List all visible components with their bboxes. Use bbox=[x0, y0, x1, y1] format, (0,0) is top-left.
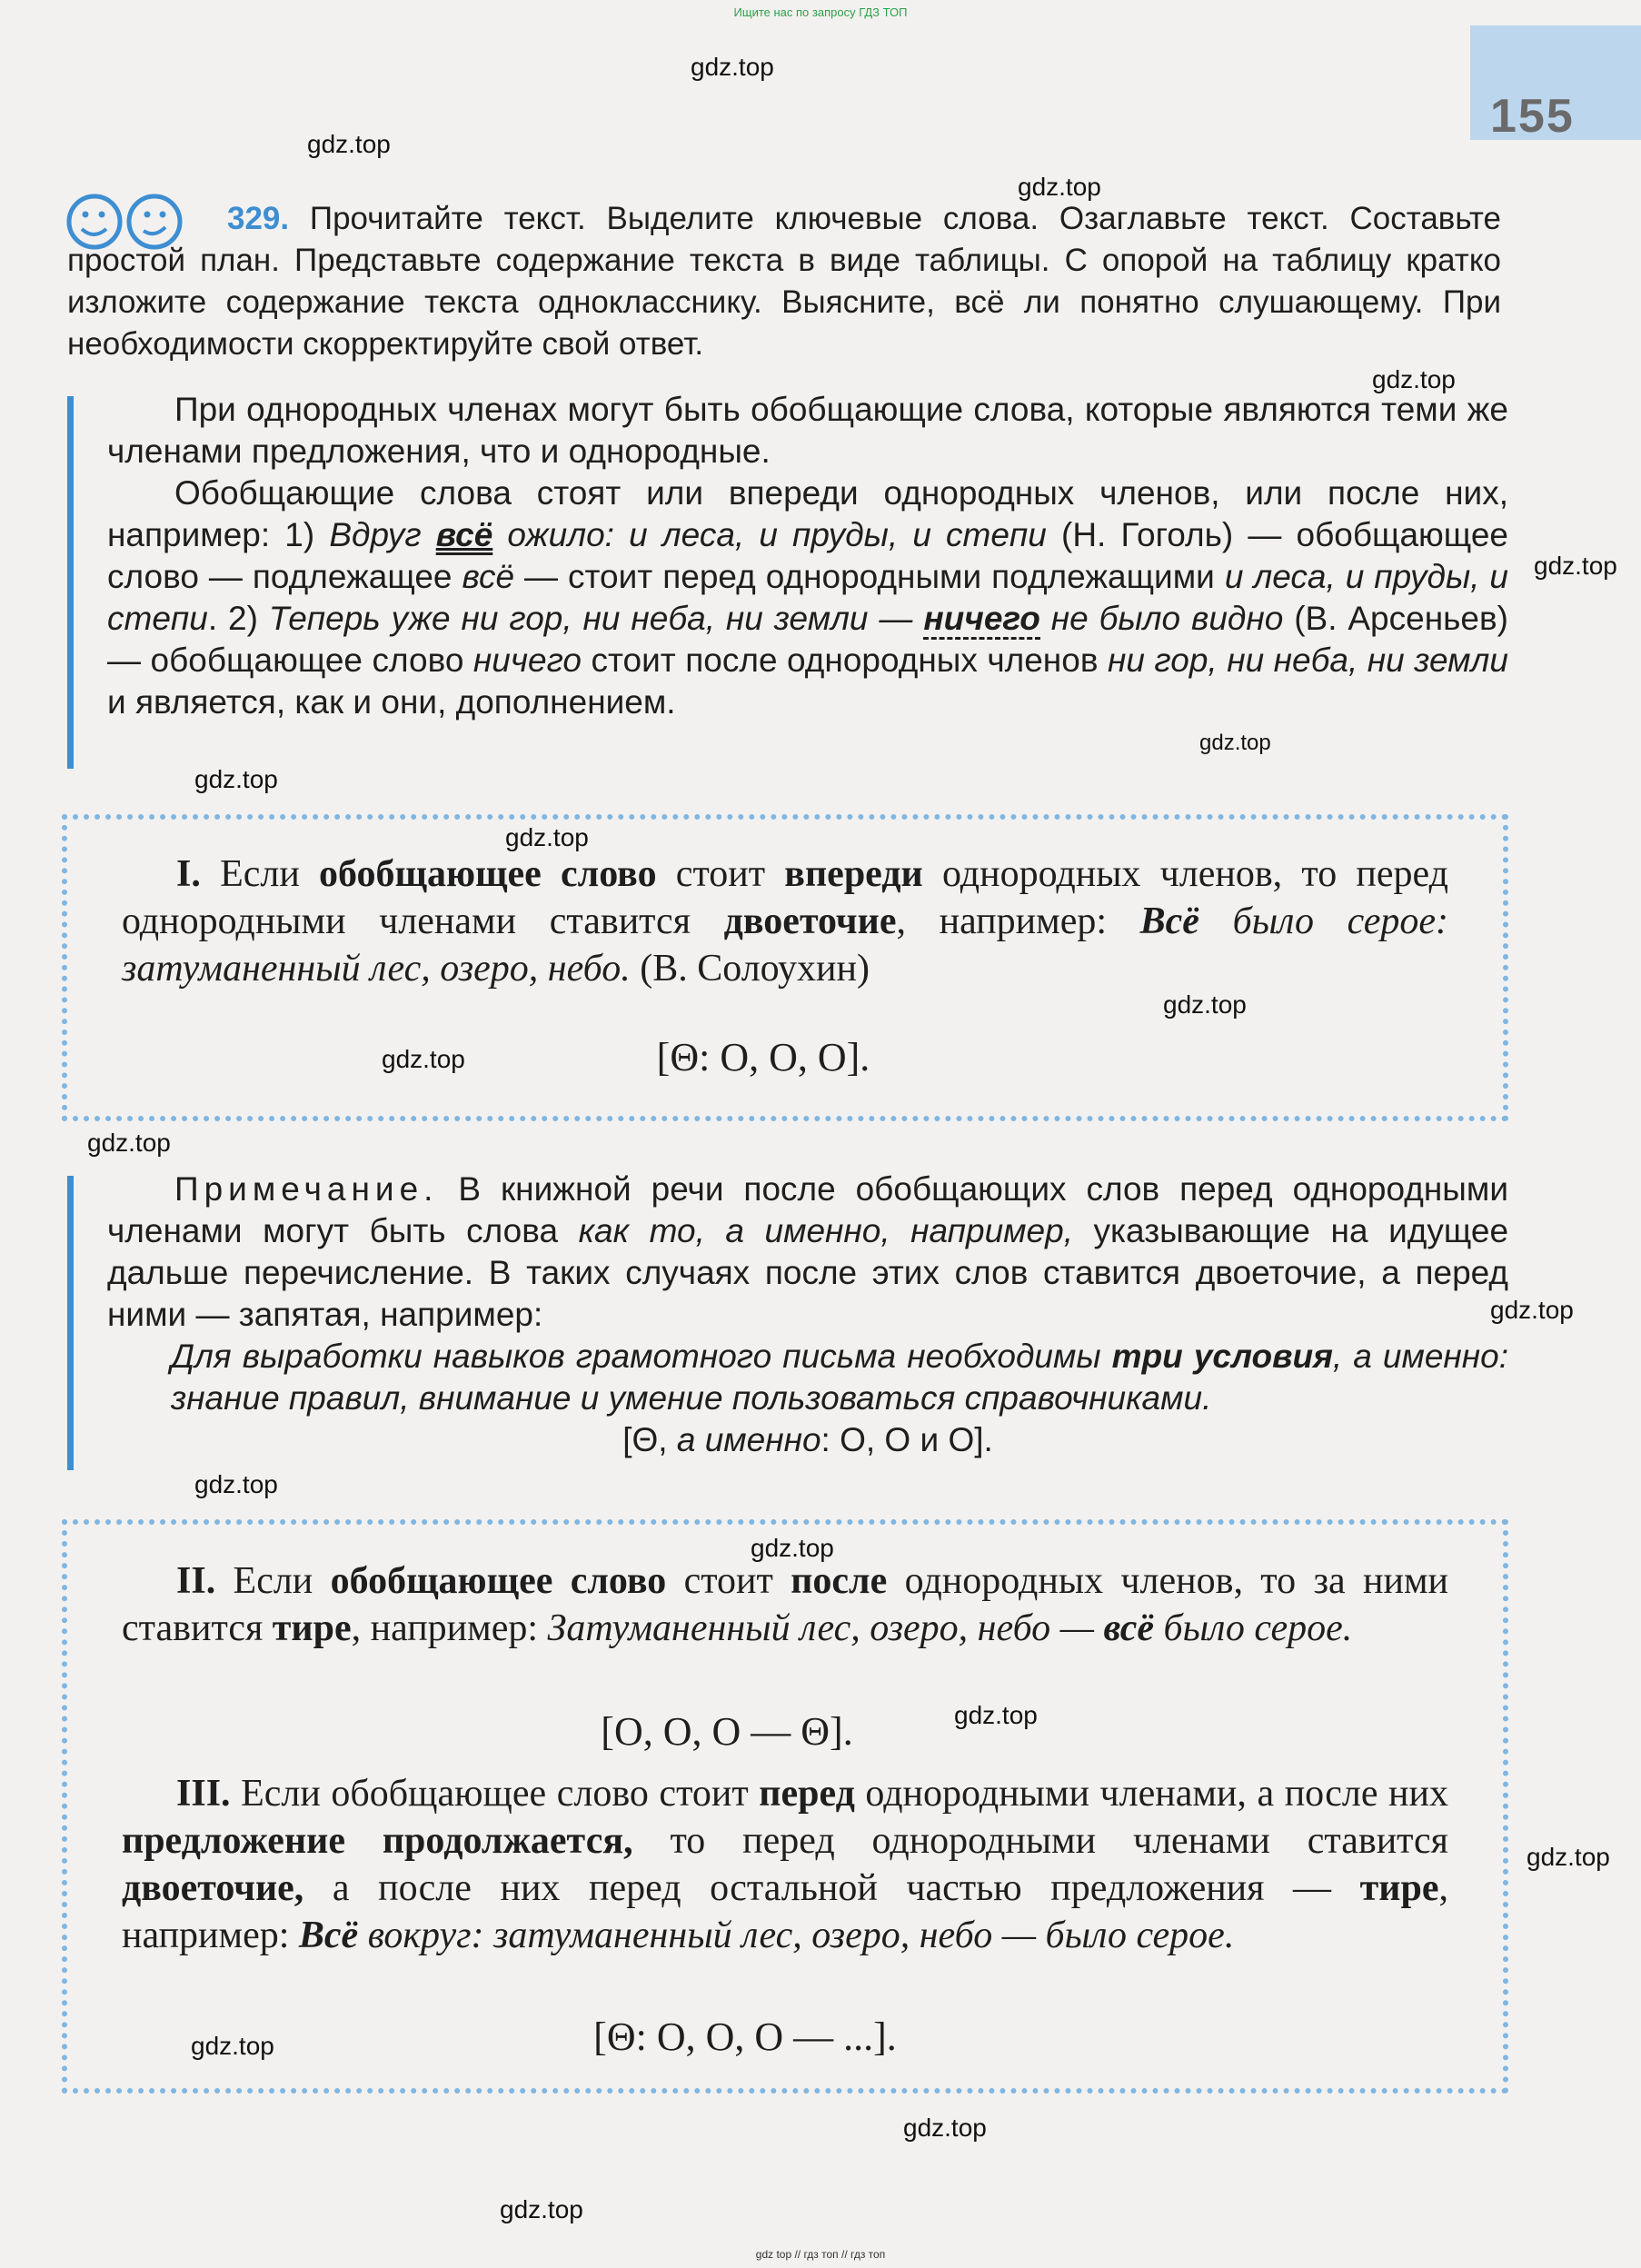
watermark: gdz.top bbox=[194, 765, 278, 793]
rule-1-formula: [Θ: О, О, О]. bbox=[656, 1035, 870, 1079]
task-block bbox=[67, 198, 1501, 365]
task-text: Прочитайте текст. Выделите ключевые слова. Озаглавьте текст. Составьте простой план. Представьте содержание текста в виде таблицы. С опорой на таблицу кратко изложите содержание текста однокласснику. Выясните, всё ли понятно слушающему. При необходимости скорректируйте свой ответ. bbox=[67, 201, 1501, 362]
watermark: gdz.top bbox=[751, 1534, 834, 1562]
footer-note: gdz top // гдз топ // гдз топ bbox=[755, 2248, 886, 2261]
watermark: gdz.top bbox=[500, 2195, 583, 2223]
watermark: gdz.top bbox=[87, 1129, 171, 1157]
watermark: gdz.top bbox=[691, 53, 774, 81]
watermark: gdz.top bbox=[505, 823, 589, 851]
watermark: gdz.top bbox=[382, 1045, 465, 1073]
watermark: gdz.top bbox=[903, 2114, 987, 2142]
theory-block bbox=[107, 389, 1508, 723]
watermark: gdz.top bbox=[194, 1470, 278, 1498]
theory-paragraph-1: При однородных членах могут быть обобщающие слова, которые являются теми же членами предложения, что и однородные. bbox=[107, 391, 1508, 470]
watermark: gdz.top bbox=[1490, 1296, 1574, 1324]
watermark: gdz.top bbox=[1527, 1843, 1610, 1871]
generalizing-word: всё bbox=[435, 516, 493, 553]
page-number: 155 bbox=[1490, 90, 1575, 143]
note-block: Примечание. В книжной речи после обобщающих слов перед однородными членами могут быть слова как то, а именно, например, указывающие на идущее дальше перечисление. В таких случаях после этих слов ставится двоеточие, а перед ними — запятая, например: Для выработки навыков грамотного письма необходимы три условия, а именно: знание правил, внимание и умение пользоваться справочниками. [Θ, а именно: О, О и О]. bbox=[107, 1170, 1509, 1458]
task-number: 329. bbox=[227, 201, 290, 236]
generalizing-word: ничего bbox=[923, 600, 1040, 640]
rule-2: II. Если обобщающее слово стоит после однородных членов, то за ними ставится тире, например: Затуманенный лес, озеро, небо — всё было серое. bbox=[122, 1560, 1449, 1649]
note-bar bbox=[67, 1176, 74, 1470]
rule-3: III. Если обобщающее слово стоит перед однородными членами, а после них предложение продолжается, то перед однородными членами ставится двоеточие, а после них перед остальной частью предложения — тире, например: Всё вокруг: затуманенный лес, озеро, небо — было серое. bbox=[122, 1773, 1449, 1956]
top-note: Ищите нас по запросу ГДЗ ТОП bbox=[733, 5, 908, 19]
watermark: gdz.top bbox=[1018, 173, 1101, 201]
watermark: gdz.top bbox=[191, 2032, 274, 2060]
watermark: gdz.top bbox=[1163, 990, 1247, 1019]
note-label: Примечание. bbox=[174, 1170, 439, 1208]
watermark: gdz.top bbox=[1199, 731, 1271, 755]
theory-bar bbox=[67, 396, 74, 769]
rule-2-formula: [О, О, О — Θ]. bbox=[601, 1709, 853, 1754]
watermark: gdz.top bbox=[1372, 365, 1456, 393]
rule-3-formula: [Θ: О, О, О — ...]. bbox=[593, 2014, 897, 2059]
theory-paragraph-2: Обобщающие слова стоят или впереди однородных членов, или после них, например: 1) Вдруг всё ожило: и леса, и пруды, и степи (Н. Гоголь) — обобщающее слово — подлежащее всё — стоит перед однородными подлежащими и леса, и пруды, и степи. 2) Теперь уже ни гор, ни неба, ни земли — ничего не было видно (В. Арсеньев) — обобщающее слово ничего стоит после однородных членов ни гор, ни неба, ни земли и является, как и они, дополнением. bbox=[107, 474, 1509, 721]
watermark: gdz.top bbox=[954, 1701, 1038, 1729]
rule-1: I. Если обобщающее слово стоит впереди однородных членов, то перед однородными членами ставится двоеточие, например: Всё было серое: затуманенный лес, озеро, небо. (В. Солоухин) bbox=[122, 853, 1449, 990]
watermark: gdz.top bbox=[307, 130, 391, 158]
watermark: gdz.top bbox=[1534, 552, 1617, 580]
